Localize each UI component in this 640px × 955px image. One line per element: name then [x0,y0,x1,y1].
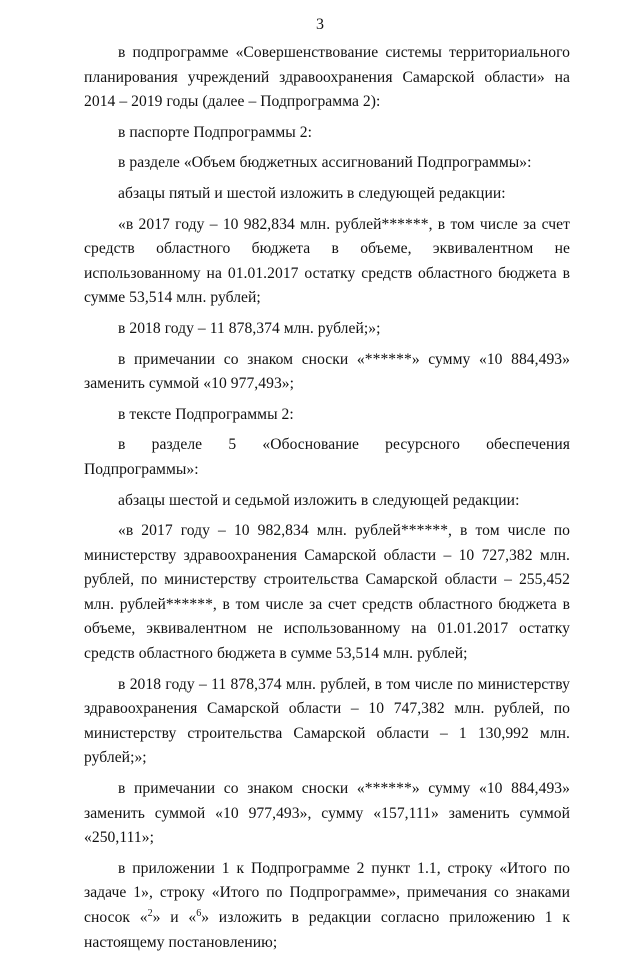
paragraph: в паспорте Подпрограммы 2: [118,123,312,141]
paragraph: в разделе «Объем бюджетных ассигнований Подпрограммы»: [118,154,532,172]
paragraph: в разделе 5 «Обоснование ресурсного обеспечения Подпрограммы»: [84,436,570,478]
paragraph-text: в приложении 1 к Подпрограмме 2 пункт 1.1, строку «Итого по задаче 1», строку «Итого по Подпрограмме», примечания со знаками сносок « [84,859,570,926]
footnote-mark: 6 [196,907,202,919]
document-body [84,41,570,955]
paragraph: «в 2017 году – 10 982,834 млн. рублей******, в том числе по министерству здравоохранения Самарской области – 10 727,382 млн. рублей, по министерству строительства Самарской области – 255,452 млн. рублей******, в том числе за счет средств областного бюджета в объеме, эквивалентном не использованному на 01.01.2017 остатку средств областного бюджета в сумме 53,514 млн. рублей; [84,522,570,663]
paragraph: абзацы пятый и шестой изложить в следующей редакции: [118,184,506,202]
paragraph: в подпрограмме «Совершенствование системы территориального планирования учреждений здравоохранения Самарской области» на 2014 – 2019 годы (далее – Подпрограмма 2): [84,44,570,111]
paragraph: в тексте Подпрограммы 2: [118,405,294,423]
paragraph: в 2018 году – 11 878,374 млн. рублей;»; [118,319,381,337]
paragraph-text: » и « [152,909,197,926]
paragraph: в примечании со знаком сноски «******» сумму «10 884,493» заменить суммой «10 977,493», сумму «157,111» заменить суммой «250,111»; [84,780,570,847]
page-number: 3 [316,16,324,33]
paragraph: абзацы шестой и седьмой изложить в следующей редакции: [118,491,520,509]
paragraph: «в 2017 году – 10 982,834 млн. рублей******, в том числе за счет средств областного бюджета в объеме, эквивалентном не использованному на 01.01.2017 остатку средств областного бюджета в сумме 53,514 млн. рублей; [84,215,570,307]
footnote-mark: 2 [147,907,153,919]
paragraph: в примечании со знаком сноски «******» сумму «10 884,493» заменить суммой «10 977,493»; [84,350,570,393]
paragraph: в 2018 году – 11 878,374 млн. рублей, в том числе по министерству здравоохранения Самарской области – 10 747,382 млн. рублей, по министерству строительства Самарской области – 1 130,992 млн. рублей;»; [84,675,570,767]
paragraph-with-footnote-marks [84,857,570,955]
paragraph-text: » изложить в редакции согласно приложению 1 к настоящему постановлению; [84,909,570,951]
